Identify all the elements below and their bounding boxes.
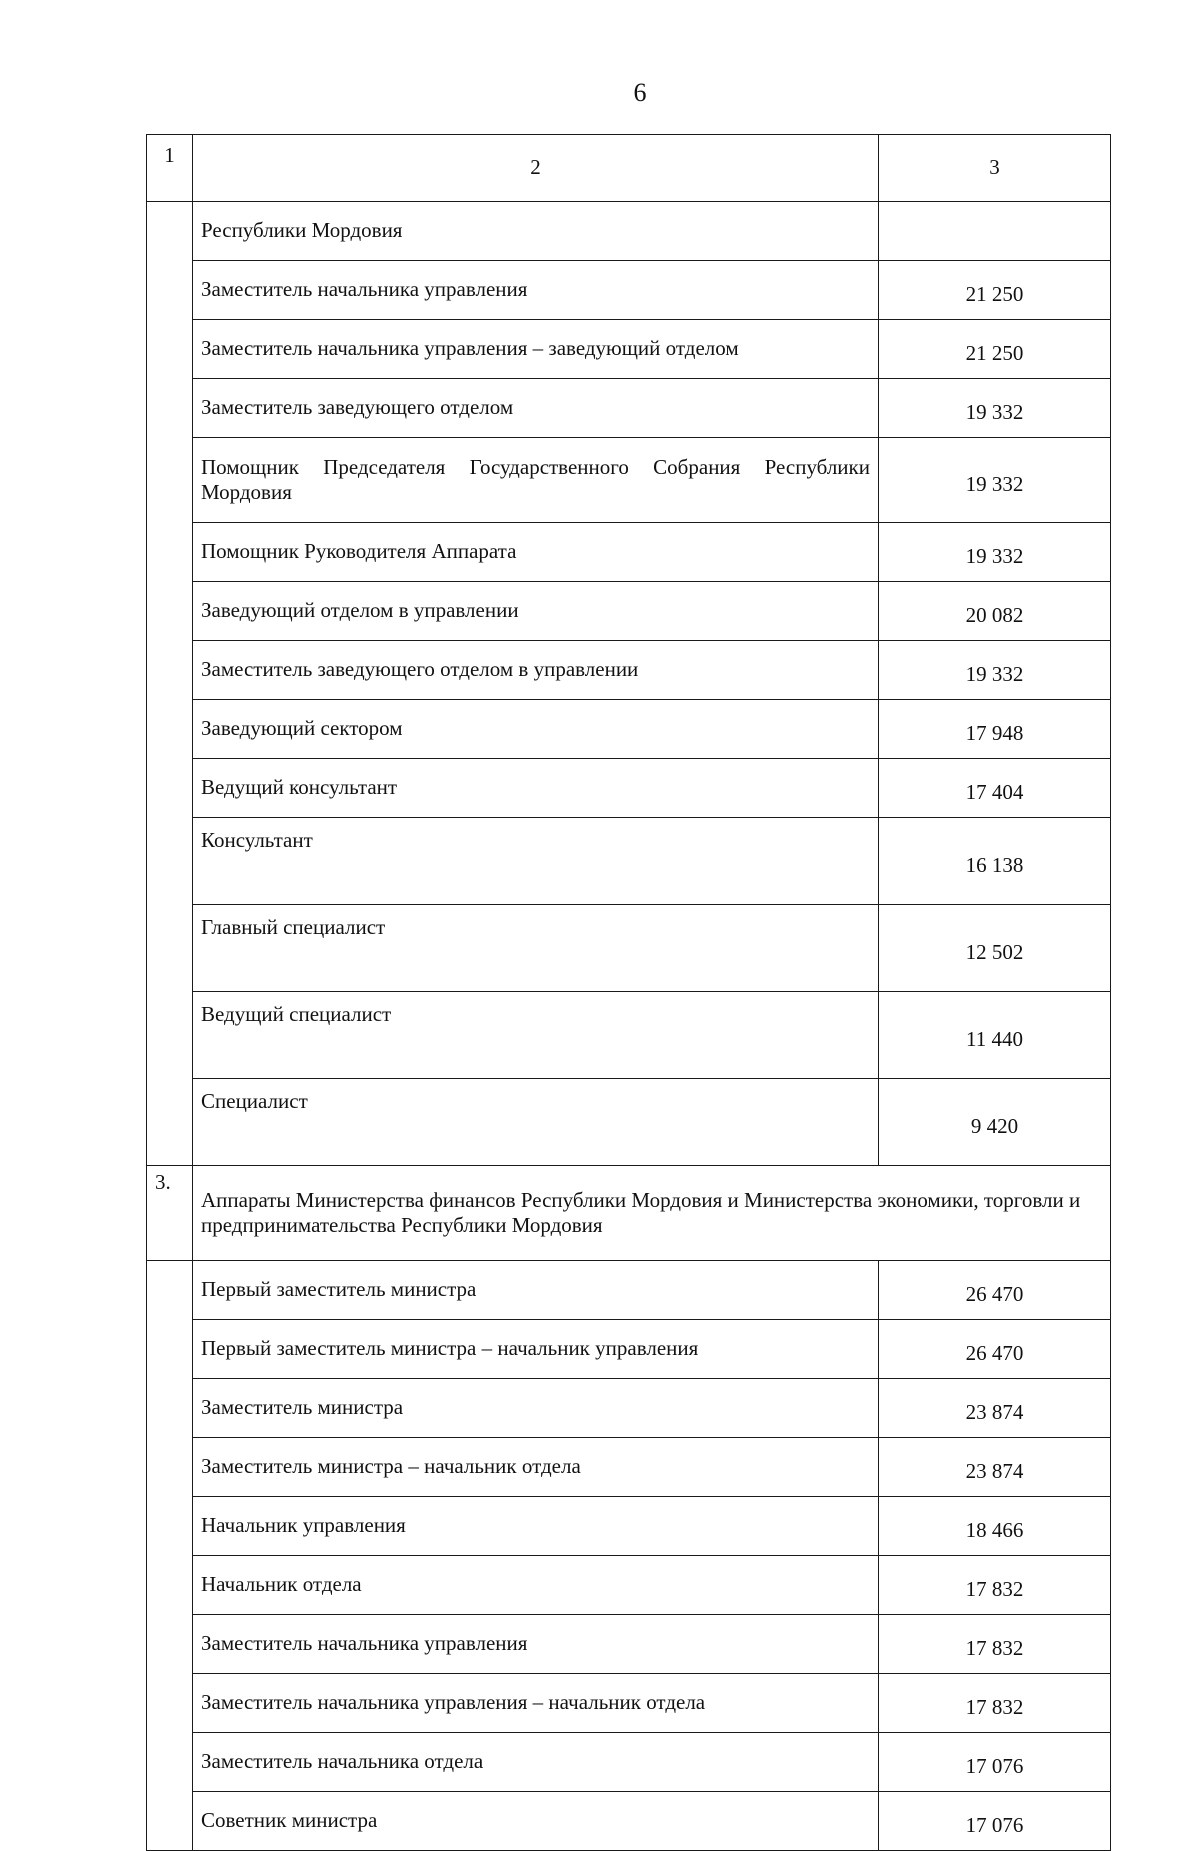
salary-table xyxy=(146,134,1111,1851)
position-name: Первый заместитель министра xyxy=(193,1261,879,1320)
position-name: Заместитель министра xyxy=(193,1379,879,1438)
salary-value: 26 470 xyxy=(879,1320,1111,1379)
position-name: Заместитель начальника управления – заведующий отделом xyxy=(193,320,879,379)
position-name: Ведущий специалист xyxy=(193,992,879,1079)
salary-value: 17 076 xyxy=(879,1792,1111,1851)
table-row xyxy=(147,992,1111,1079)
table-row xyxy=(147,261,1111,320)
salary-value: 17 832 xyxy=(879,1674,1111,1733)
salary-value: 17 948 xyxy=(879,700,1111,759)
position-name: Начальник управления xyxy=(193,1497,879,1556)
position-name: Заведующий сектором xyxy=(193,700,879,759)
salary-value: 9 420 xyxy=(879,1079,1111,1166)
table-row xyxy=(147,438,1111,523)
salary-value: 19 332 xyxy=(879,641,1111,700)
salary-value: 17 076 xyxy=(879,1733,1111,1792)
salary-value: 21 250 xyxy=(879,320,1111,379)
salary-value: 17 832 xyxy=(879,1556,1111,1615)
table-row xyxy=(147,759,1111,818)
column-header-3: 3 xyxy=(879,135,1111,202)
position-name: Помощник Руководителя Аппарата xyxy=(193,523,879,582)
salary-value: 26 470 xyxy=(879,1261,1111,1320)
table-row xyxy=(147,1615,1111,1674)
position-name: Заместитель министра – начальник отдела xyxy=(193,1438,879,1497)
table-row xyxy=(147,379,1111,438)
position-name: Специалист xyxy=(193,1079,879,1166)
table-row xyxy=(147,1556,1111,1615)
position-name: Начальник отдела xyxy=(193,1556,879,1615)
table-row xyxy=(147,1674,1111,1733)
table-header-row xyxy=(147,135,1111,202)
salary-value: 23 874 xyxy=(879,1379,1111,1438)
table-row xyxy=(147,641,1111,700)
salary-value: 12 502 xyxy=(879,905,1111,992)
section-2-number-cell xyxy=(147,202,193,1166)
table-row xyxy=(147,700,1111,759)
table-row xyxy=(147,1438,1111,1497)
section-3-title-row xyxy=(147,1166,1111,1261)
salary-value: 11 440 xyxy=(879,992,1111,1079)
section-3-number-spacer xyxy=(147,1261,193,1851)
table-row xyxy=(147,1379,1111,1438)
salary-value: 16 138 xyxy=(879,818,1111,905)
table-row xyxy=(147,1261,1111,1320)
table-row xyxy=(147,905,1111,992)
position-name: Главный специалист xyxy=(193,905,879,992)
salary-value: 18 466 xyxy=(879,1497,1111,1556)
table-row xyxy=(147,202,1111,261)
salary-value: 19 332 xyxy=(879,379,1111,438)
position-name: Помощник Председателя Государственного Собрания Республики Мордовия xyxy=(193,438,879,523)
position-name: Ведущий консультант xyxy=(193,759,879,818)
salary-value: 17 404 xyxy=(879,759,1111,818)
position-name: Советник министра xyxy=(193,1792,879,1851)
section-3-title: Аппараты Министерства финансов Республики Мордовия и Министерства экономики, торговли и предпринимательства Республики Мордовия xyxy=(193,1166,1111,1261)
position-name: Консультант xyxy=(193,818,879,905)
table-row xyxy=(147,582,1111,641)
table-row xyxy=(147,1733,1111,1792)
section-3-number: 3. xyxy=(147,1166,193,1261)
position-name: Заместитель начальника отдела xyxy=(193,1733,879,1792)
salary-value: 19 332 xyxy=(879,438,1111,523)
table-row xyxy=(147,1320,1111,1379)
table-row xyxy=(147,1079,1111,1166)
value-cell xyxy=(879,202,1111,261)
salary-value: 23 874 xyxy=(879,1438,1111,1497)
table-row xyxy=(147,523,1111,582)
position-name: Заместитель начальника управления xyxy=(193,1615,879,1674)
position-name: Заместитель заведующего отделом xyxy=(193,379,879,438)
salary-value: 21 250 xyxy=(879,261,1111,320)
salary-value: 19 332 xyxy=(879,523,1111,582)
position-name: Заместитель заведующего отделом в управлении xyxy=(193,641,879,700)
position-name: Заместитель начальника управления – начальник отдела xyxy=(193,1674,879,1733)
table-row xyxy=(147,1497,1111,1556)
position-name: Первый заместитель министра – начальник управления xyxy=(193,1320,879,1379)
salary-value: 17 832 xyxy=(879,1615,1111,1674)
salary-value: 20 082 xyxy=(879,582,1111,641)
table-row xyxy=(147,1792,1111,1851)
column-header-1: 1 xyxy=(147,135,193,202)
position-name: Заместитель начальника управления xyxy=(193,261,879,320)
continuation-label: Республики Мордовия xyxy=(193,202,879,261)
table-row xyxy=(147,320,1111,379)
column-header-2: 2 xyxy=(193,135,879,202)
table-row xyxy=(147,818,1111,905)
page-number: 6 xyxy=(633,78,647,107)
position-name: Заведующий отделом в управлении xyxy=(193,582,879,641)
